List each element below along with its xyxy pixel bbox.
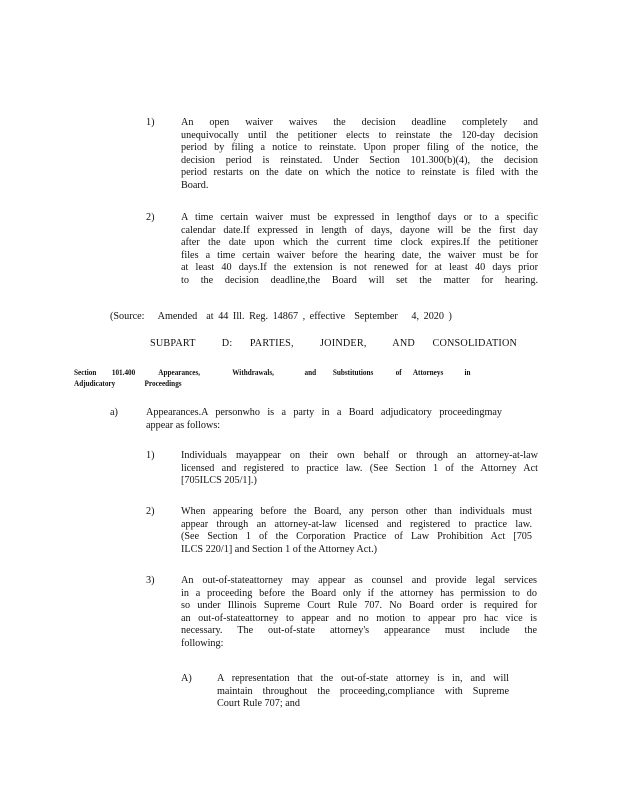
text-line: licensed and registered to practice law. (See Section 1 of the Attorney Act xyxy=(181,462,538,474)
heading-word: Substitutions xyxy=(332,368,374,377)
text-line: an out-of-stateattorney to appear and no motion to appear pro hac vice is xyxy=(181,612,537,624)
text-line: Board. xyxy=(181,179,209,191)
text-line: decision period is reinstated. Under Section 101.300(b)(4), the decision xyxy=(181,154,538,166)
text-line: A representation that the out-of-state attorney is in, and will xyxy=(217,673,509,684)
heading-word: Withdrawals, xyxy=(232,368,274,377)
list-item-open-waiver xyxy=(181,117,538,193)
list-marker: 2) xyxy=(146,212,155,223)
text-line: in a proceeding before the Board only if the attorney has permission to do xyxy=(181,587,537,599)
text-line: [705ILCS 205/1].) xyxy=(181,475,257,487)
section-heading-row xyxy=(74,367,504,378)
text-line: to the decision deadline,the Board will set the matter for hearing. xyxy=(181,274,538,286)
text-line: after the date upon which the current time clock expires.If the petitioner xyxy=(181,237,538,249)
text-line: maintain throughout the proceeding,compliance with Supreme xyxy=(217,685,509,697)
list-item-individuals xyxy=(181,450,538,488)
list-item-time-certain-waiver xyxy=(181,212,538,288)
list-marker: 1) xyxy=(146,117,155,128)
section-heading xyxy=(74,367,504,389)
text-line: Court Rule 707; and xyxy=(217,698,300,710)
text-line: calendar date.If expressed in length of days, dayone will be the first day xyxy=(181,224,538,236)
text-line: appear as follows: xyxy=(146,419,221,431)
text-line: files a time certain waiver before the hearing date, the waiver must be for xyxy=(181,249,538,261)
text-line: When appearing before the Board, any person other than individuals must xyxy=(181,506,532,517)
list-item-non-individuals xyxy=(181,506,532,556)
text-line: so under Illinois Supreme Court Rule 707. No Board order is required for xyxy=(181,600,537,612)
text-line: Individuals mayappear on their own behalf or through an attorney-at-law xyxy=(181,450,538,461)
heading-word: Adjudicatory xyxy=(74,379,116,388)
text-line: period by filing a notice to reinstate. Upon proper filing of the notice, the xyxy=(181,142,538,154)
text-line: at least 40 days.If the extension is not renewed for at least 40 days prior xyxy=(181,262,538,274)
list-marker: 3) xyxy=(146,575,155,586)
list-item-out-of-state-attorney xyxy=(181,575,537,651)
text-line: necessary. The out-of-state attorney's appearance must include the xyxy=(181,625,537,637)
subpart-heading: SUBPART D: PARTIES, JOINDER, AND CONSOLIDATION xyxy=(150,338,518,349)
list-marker: 2) xyxy=(146,506,155,517)
list-item-representation xyxy=(217,673,509,711)
heading-word: in xyxy=(464,368,471,377)
text-line: An open waiver waives the decision deadline completely and xyxy=(181,117,538,128)
source-note: (Source: Amended at 44 Ill. Reg. 14867 , effective September 4, 2020 ) xyxy=(110,311,452,322)
text-line: period restarts on the date on which the notice to reinstate is filed with the xyxy=(181,167,538,179)
text-line: (See Section 1 of the Corporation Practice of Law Prohibition Act [705 xyxy=(181,531,532,543)
heading-word: of xyxy=(395,368,402,377)
heading-word: 101.400 xyxy=(111,368,136,377)
text-line: An out-of-stateattorney may appear as counsel and provide legal services xyxy=(181,575,537,586)
list-marker: 1) xyxy=(146,450,155,461)
text-line: unequivocally until the petitioner elects to reinstate the 120-day decision xyxy=(181,129,538,141)
subsection-appearances xyxy=(146,407,502,432)
text-line: following: xyxy=(181,637,224,649)
heading-word: and xyxy=(304,368,317,377)
text-line: appear through an attorney-at-law licensed and registered to practice law. xyxy=(181,518,532,530)
text-line: Appearances.A personwho is a party in a Board adjudicatory proceedingmay xyxy=(146,407,502,418)
heading-word: Appearances, xyxy=(158,368,201,377)
heading-word: Attorneys xyxy=(412,368,444,377)
list-marker: A) xyxy=(181,673,192,684)
subsection-marker: a) xyxy=(110,407,118,418)
heading-word: Proceedings xyxy=(144,379,182,388)
text-line: ILCS 220/1] and Section 1 of the Attorney Act.) xyxy=(181,543,378,555)
section-heading-row xyxy=(74,378,504,389)
text-line: A time certain waiver must be expressed in lengthof days or to a specific xyxy=(181,212,538,223)
heading-word: Section xyxy=(74,368,97,377)
